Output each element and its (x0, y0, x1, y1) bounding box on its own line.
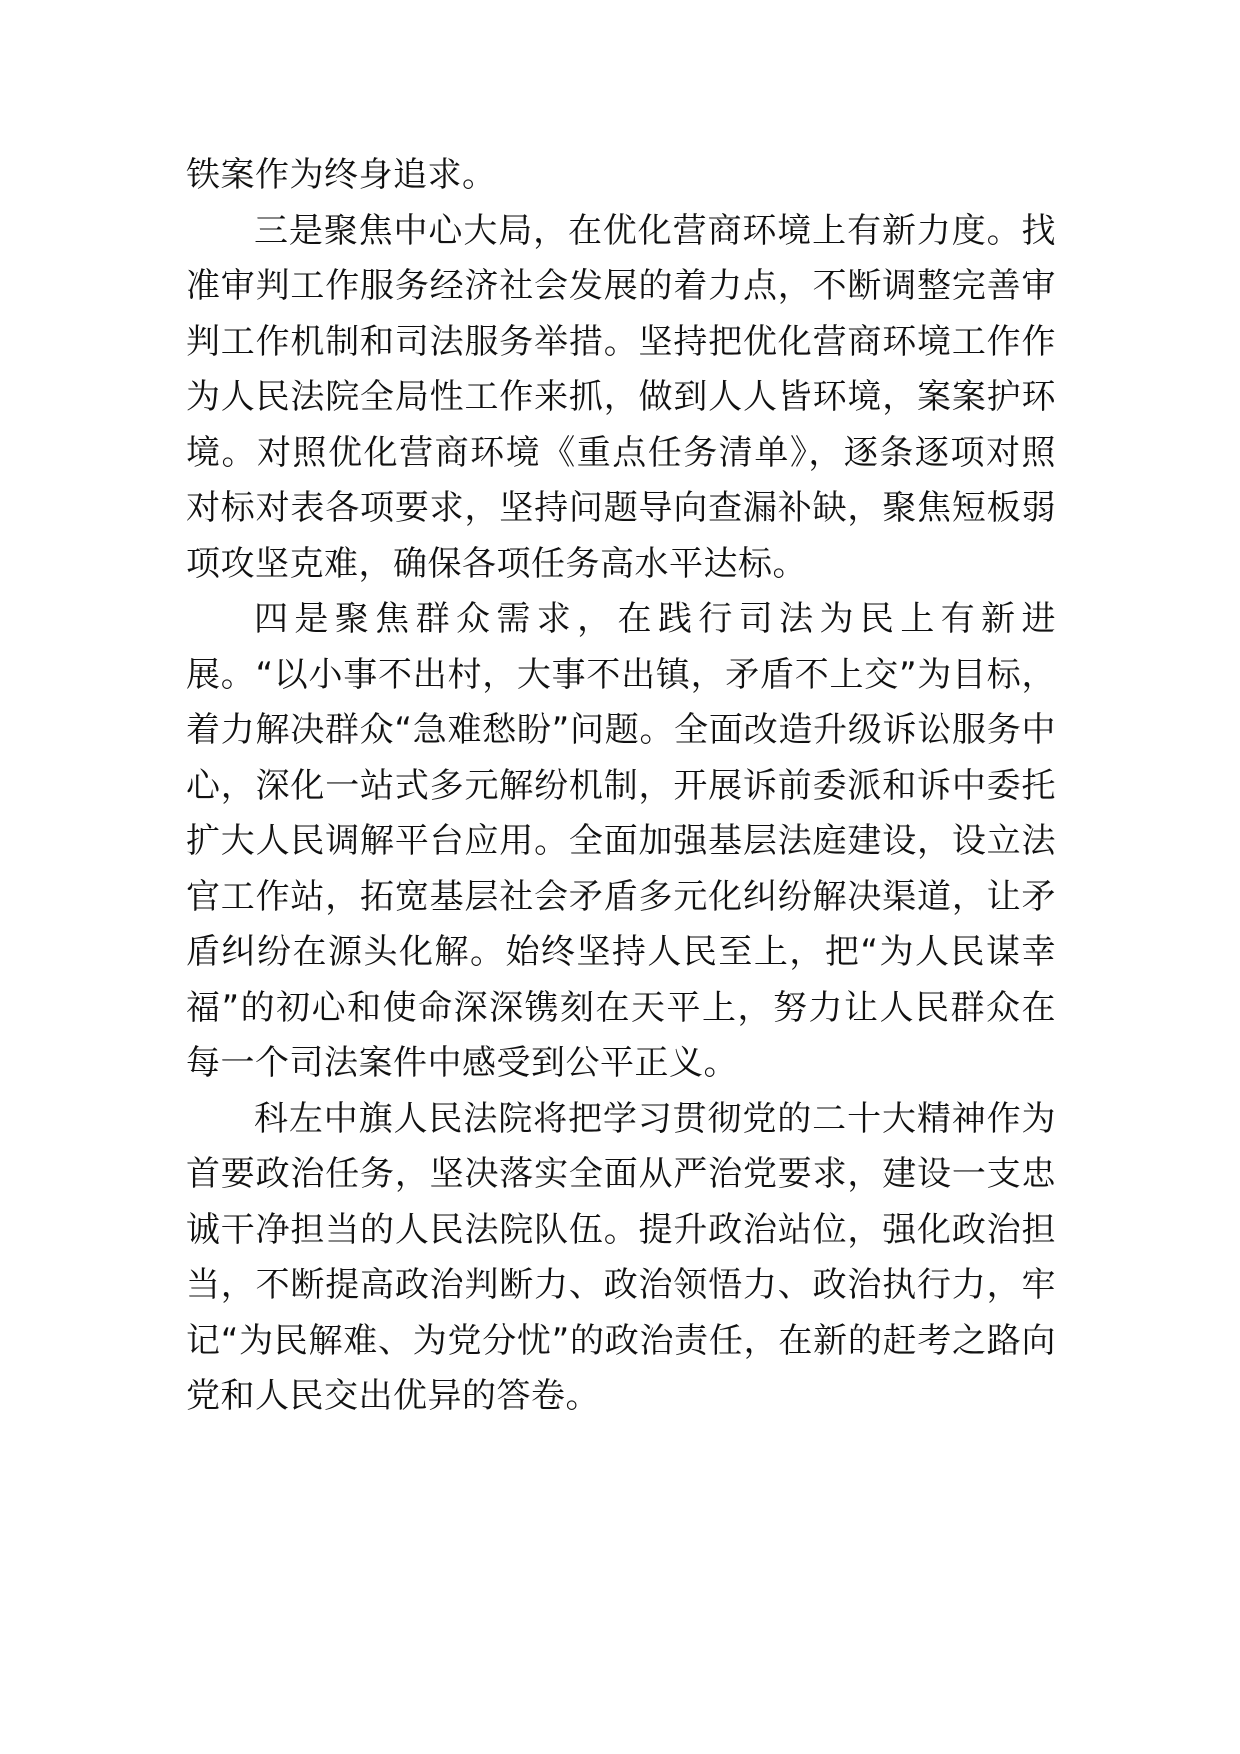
paragraph-continuation: 铁案作为终身追求。 (186, 155, 497, 195)
paragraph-conclusion: 科左中旗人民法院将把学习贯彻党的二十大精神作为首要政治任务，坚决落实全面从严治党要求，建设一支忠诚干净担当的人民法院队伍。提升政治站位，强化政治担当，不断提高政治判断力、政治领悟力、政治执行力，牢记“为民解难、为党分忧”的政治责任，在新的赶考之路向党和人民交出优异的答卷。 (186, 1098, 1056, 1416)
paragraph-business-environment: 三是聚焦中心大局，在优化营商环境上有新力度。找准审判工作服务经济社会发展的着力点，不断调整完善审判工作机制和司法服务举措。坚持把优化营商环境工作作为人民法院全局性工作来抓，做到人人皆环境，案案护环境。对照优化营商环境《重点任务清单》，逐条逐项对照对标对表各项要求，坚持问题导向查漏补缺，聚焦短板弱项攻坚克难，确保各项任务高水平达标。 (186, 210, 1056, 584)
document-page (186, 148, 1056, 1425)
paragraph-public-needs: 四是聚焦群众需求，在践行司法为民上有新进展。“以小事不出村，大事不出镇，矛盾不上交”为目标，着力解决群众“急难愁盼”问题。全面改造升级诉讼服务中心，深化一站式多元解纷机制，开展诉前委派和诉中委托扩大人民调解平台应用。全面加强基层法庭建设，设立法官工作站，拓宽基层社会矛盾多元化纠纷解决渠道，让矛盾纠纷在源头化解。始终坚持人民至上，把“为人民谋幸福”的初心和使命深深镌刻在天平上，努力让人民群众在每一个司法案件中感受到公平正义。 (186, 599, 1056, 1083)
